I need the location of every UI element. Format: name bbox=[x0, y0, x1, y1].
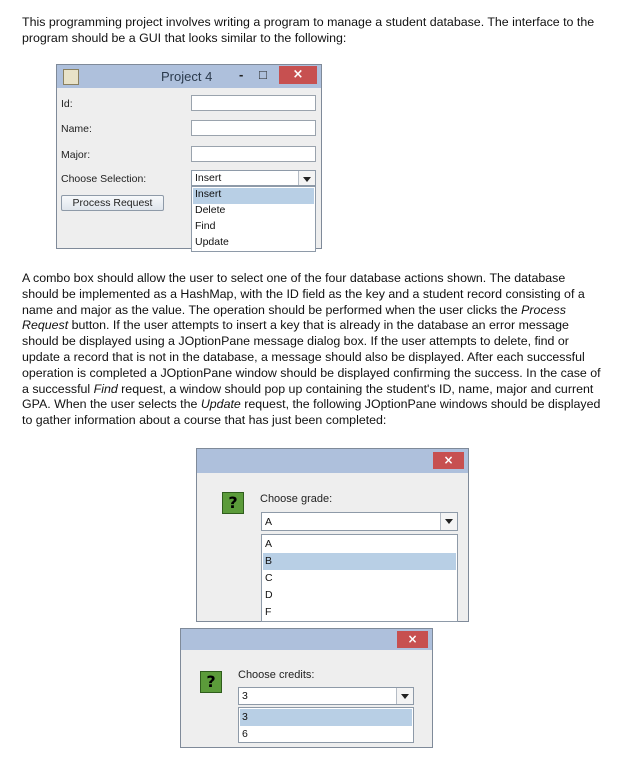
id-field[interactable] bbox=[191, 95, 316, 111]
java-app-icon bbox=[63, 69, 79, 85]
grade-combo-box[interactable] bbox=[261, 512, 458, 531]
id-label: Id: bbox=[61, 98, 73, 110]
chevron-down-icon[interactable] bbox=[396, 688, 413, 704]
close-button[interactable]: × bbox=[397, 631, 428, 648]
grade-prompt: Choose grade: bbox=[260, 493, 333, 505]
action-combo-box[interactable] bbox=[191, 170, 316, 186]
minimize-button[interactable]: - bbox=[239, 67, 244, 82]
credits-dropdown-list[interactable] bbox=[238, 707, 414, 743]
major-field[interactable] bbox=[191, 146, 316, 162]
close-button[interactable]: × bbox=[433, 452, 464, 469]
window-title: Project 4 bbox=[161, 69, 213, 84]
choose-selection-label: Choose Selection: bbox=[61, 173, 147, 185]
option-insert[interactable]: Insert bbox=[193, 188, 314, 204]
option-update[interactable]: Update bbox=[195, 236, 229, 248]
dialog-title-bar[interactable] bbox=[197, 449, 468, 473]
process-request-button[interactable]: Process Request bbox=[61, 195, 164, 211]
chevron-down-icon[interactable] bbox=[440, 513, 457, 530]
name-field[interactable] bbox=[191, 120, 316, 136]
option-grade-d[interactable]: D bbox=[265, 589, 273, 601]
choose-credits-dialog bbox=[180, 628, 433, 748]
question-icon: ? bbox=[200, 671, 222, 693]
grade-dropdown-list[interactable] bbox=[261, 534, 458, 622]
combo-selected-value: Insert bbox=[195, 172, 222, 184]
action-dropdown-list[interactable] bbox=[191, 186, 316, 252]
option-delete[interactable]: Delete bbox=[195, 204, 226, 216]
maximize-button[interactable]: □ bbox=[259, 67, 267, 82]
intro-paragraph: This programming project involves writing a program to manage a student database. The interface to the program should be a GUI that looks similar to the following: bbox=[22, 15, 595, 45]
dialog-title-bar[interactable] bbox=[181, 629, 432, 650]
title-bar[interactable] bbox=[57, 65, 321, 88]
option-find[interactable]: Find bbox=[195, 220, 216, 232]
major-label: Major: bbox=[61, 149, 91, 161]
credits-prompt: Choose credits: bbox=[238, 669, 315, 681]
question-icon: ? bbox=[222, 492, 244, 514]
description-paragraph: A combo box should allow the user to select one of the four database actions shown. The database should be implemented as a HashMap, with the ID field as the key and a student record consisting of a name and major as the value. The operation should be performed when the user clicks the Process Request button. If the user attempts to insert a key that is already in the database an error message should be displayed using a JOptionPane message dialog box. If the user attempts to delete, find or update a record that is not in the database, a message should also be displayed. After each successful operation is completed a JOptionPane window should be displayed confirming the success. In the case of a successful Find request, a window should pop up containing the student's ID, name, major and current GPA. When the user selects the Update request, the following JOptionPane windows should be displayed to gather information about a course that has just been completed: bbox=[22, 271, 601, 428]
name-label: Name: bbox=[61, 123, 92, 135]
credits-combo-box[interactable] bbox=[238, 687, 414, 705]
option-credits-3[interactable]: 3 bbox=[240, 709, 412, 726]
option-grade-a[interactable]: A bbox=[265, 538, 273, 550]
chevron-down-icon[interactable] bbox=[298, 171, 315, 185]
close-button[interactable]: × bbox=[279, 66, 317, 84]
option-credits-6[interactable]: 6 bbox=[242, 728, 248, 740]
option-grade-c[interactable]: C bbox=[265, 572, 273, 584]
option-grade-b[interactable]: B bbox=[263, 553, 456, 570]
combo-selected-value: A bbox=[265, 516, 273, 528]
combo-selected-value: 3 bbox=[242, 690, 248, 702]
project4-window bbox=[56, 64, 322, 249]
option-grade-f[interactable]: F bbox=[265, 606, 272, 618]
choose-grade-dialog bbox=[196, 448, 469, 622]
